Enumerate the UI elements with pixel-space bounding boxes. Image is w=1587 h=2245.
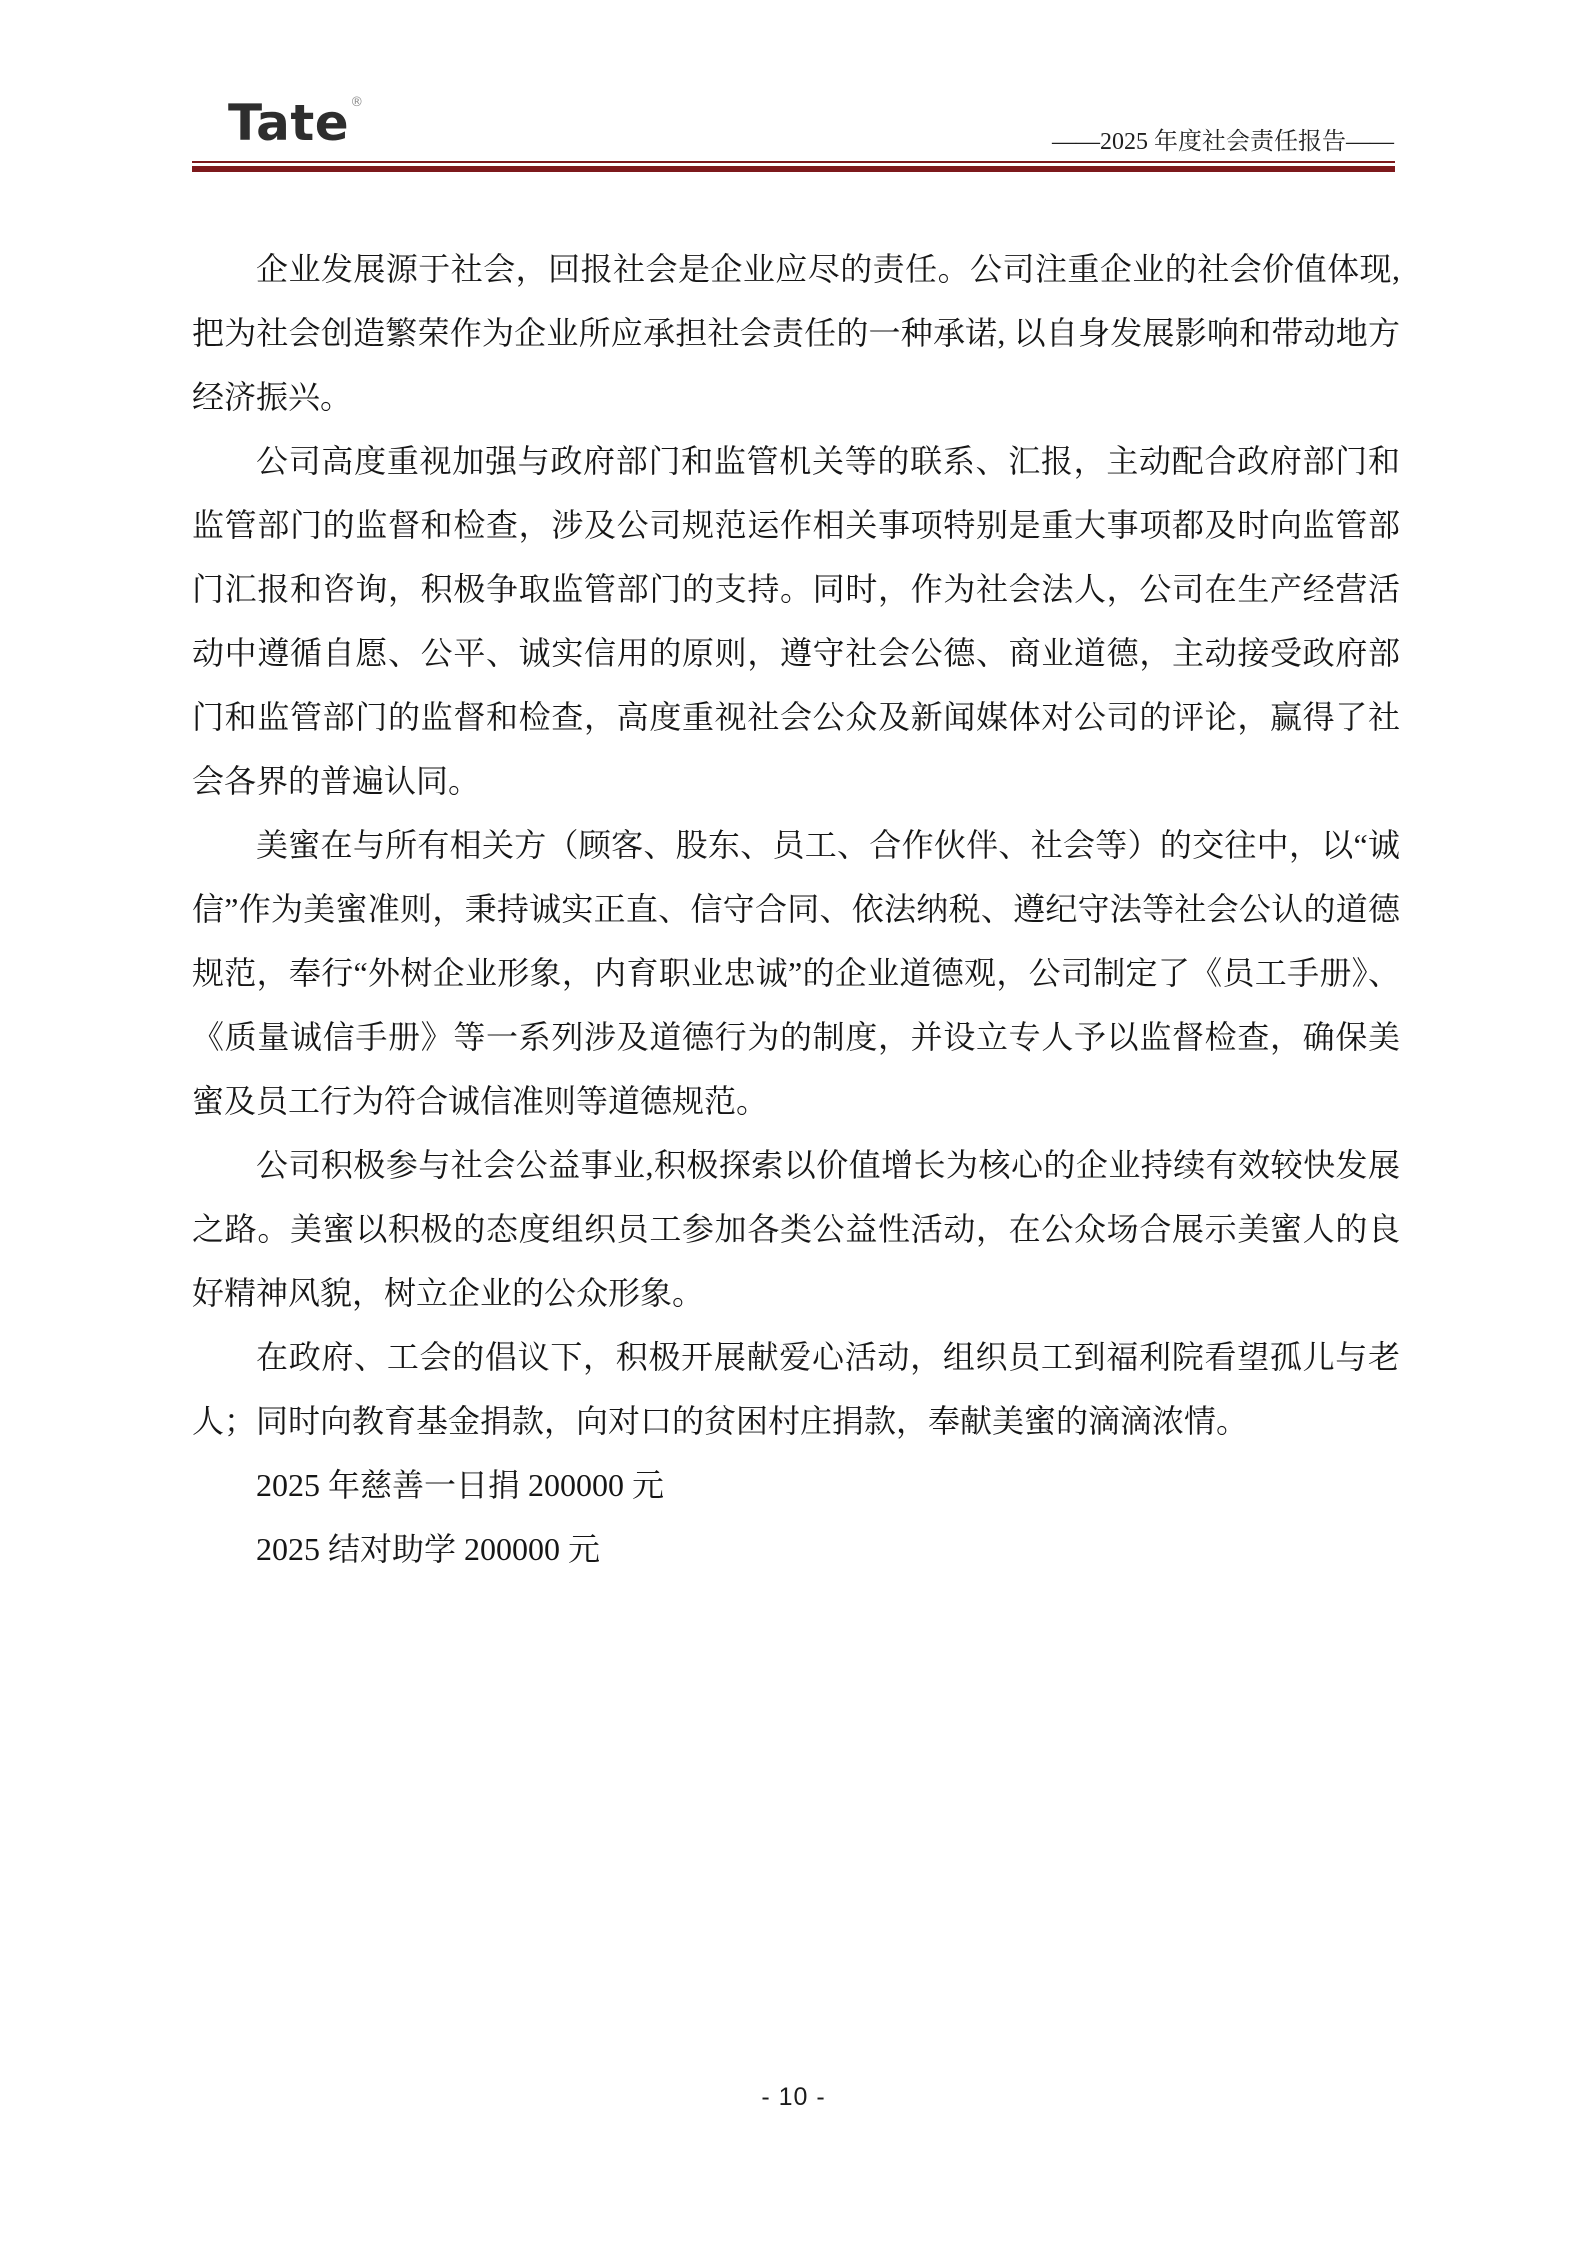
body-paragraph: 公司高度重视加强与政府部门和监管机关等的联系、汇报，主动配合政府部门和监管部门的监督和检查，涉及公司规范运作相关事项特别是重大事项都及时向监管部门汇报和咨询，积极争取监管部门的支持。同时，作为社会法人，公司在生产经营活动中遵循自愿、公平、诚实信用的原则，遵守社会公德、商业道德，主动接受政府部门和监管部门的监督和检查，高度重视社会公众及新闻媒体对公司的评论，赢得了社会各界的普遍认同。: [192, 443, 1400, 799]
company-logo: [228, 94, 364, 152]
donation-line: 2025 结对助学 200000 元: [256, 1531, 601, 1567]
body-paragraph: 美蜜在与所有相关方（顾客、股东、员工、合作伙伴、社会等）的交往中，以“诚信”作为美蜜准则，秉持诚实正直、信守合同、依法纳税、遵纪守法等社会公认的道德规范，奉行“外树企业形象，内育职业忠诚”的企业道德观，公司制定了《员工手册》、《质量诚信手册》等一系列涉及道德行为的制度，并设立专人予以监督检查，确保美蜜及员工行为符合诚信准则等道德规范。: [192, 827, 1400, 1119]
report-title: ——2025 年度社会责任报告——: [1052, 129, 1394, 155]
header-divider-rule: [192, 161, 1395, 172]
page-number: - 10 -: [761, 2083, 826, 2111]
body-paragraph: 在政府、工会的倡议下，积极开展献爱心活动，组织员工到福利院看望孤儿与老人；同时向教育基金捐款，向对口的贫困村庄捐款，奉献美蜜的滴滴浓情。: [192, 1339, 1400, 1439]
body-paragraph: 公司积极参与社会公益事业,积极探索以价值增长为核心的企业持续有效较快发展之路。美蜜以积极的态度组织员工参加各类公益性活动，在公众场合展示美蜜人的良好精神风貌，树立企业的公众形象。: [192, 1147, 1400, 1311]
document-body: [192, 237, 1400, 1581]
company-logo-text: Tate: [228, 94, 350, 152]
page-footer: [0, 2083, 1587, 2112]
registered-trademark-icon: ®: [350, 95, 364, 110]
donation-line: 2025 年慈善一日捐 200000 元: [256, 1467, 665, 1503]
body-paragraph: 企业发展源于社会，回报社会是企业应尽的责任。公司注重企业的社会价值体现,把为社会创造繁荣作为企业所应承担社会责任的一种承诺, 以自身发展影响和带动地方经济振兴。: [192, 251, 1400, 415]
